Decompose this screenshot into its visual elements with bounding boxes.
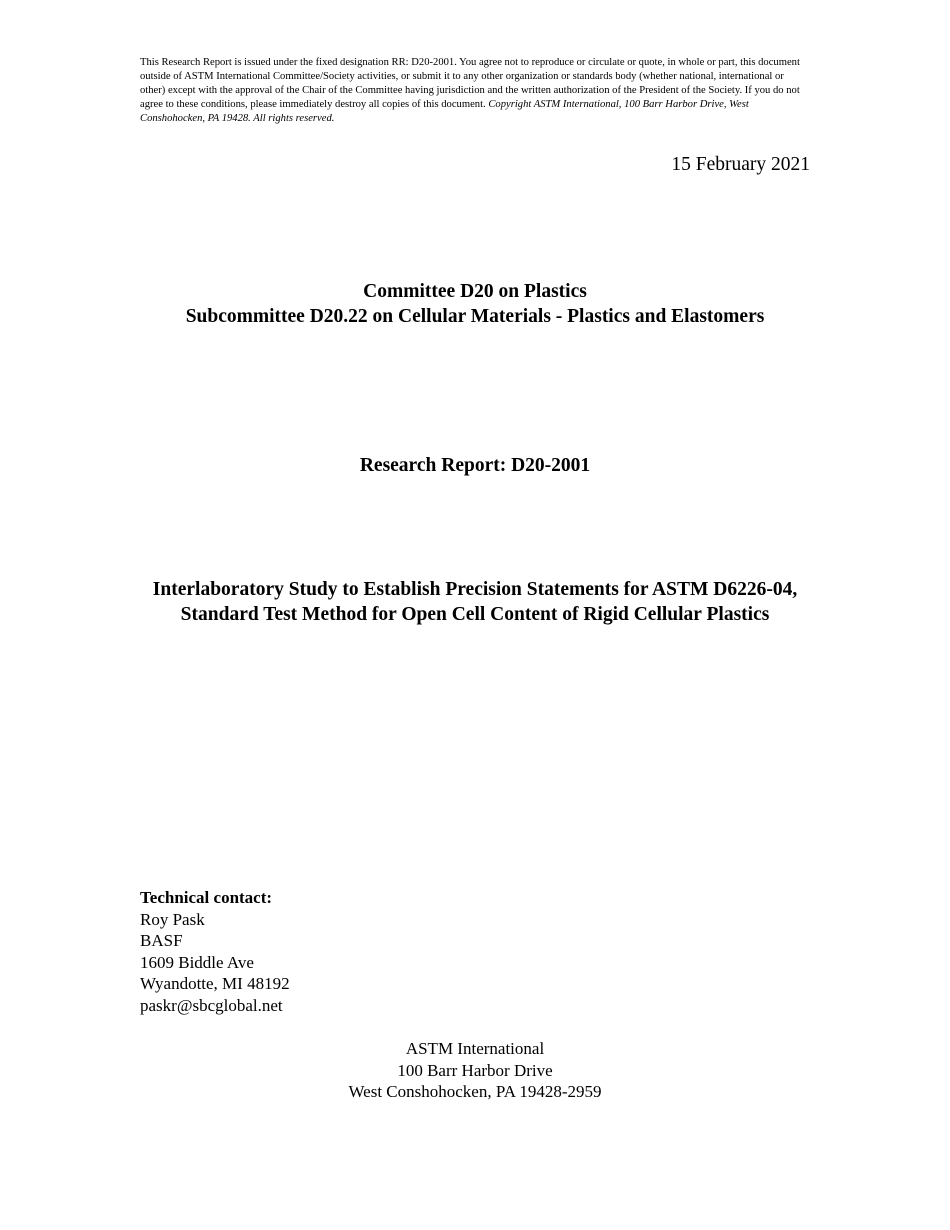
contact-street: 1609 Biddle Ave [140,952,254,972]
subcommittee-name: Subcommittee D20.22 on Cellular Materials - Plastics and Elastomers [185,306,765,327]
astm-street: 100 Barr Harbor Drive [397,1060,553,1080]
committee-heading [0,279,950,329]
technical-contact-block [140,887,290,1016]
contact-email: paskr@sbcglobal.net [140,995,283,1015]
contact-name: Roy Pask [140,909,205,929]
distribution-notice [140,56,810,126]
astm-address-block [0,1038,950,1103]
contact-company: BASF [140,931,183,950]
copyright-notice: Copyright ASTM International, 100 Barr Harbor Drive, West Conshohocken, PA 19428. All rights reserved. [140,99,749,124]
technical-contact-label: Technical contact: [140,888,273,907]
report-id: Research Report: D20-2001 [359,455,591,476]
notice-text: This Research Report is issued under the fixed designation RR: D20-2001. You agree not to reproduce or circulate or quote, in whole or part, this document outside of ASTM International Committee/Society activities, or submit it to any other organization or standards body (whether national, international or other) except with the approval of the Chair of the Committee having jurisdiction and the written authorization of the President of the Society. If you do not agree to these conditions, please immediately destroy all copies of this document. [140,57,800,110]
astm-name: ASTM International [405,1039,545,1058]
report-date: 15 February 2021 [671,154,810,175]
committee-name: Committee D20 on Plastics [363,281,587,302]
astm-city: West Conshohocken, PA 19428-2959 [348,1082,602,1101]
contact-city: Wyandotte, MI 48192 [140,974,290,993]
study-title: Interlaboratory Study to Establish Precision Statements for ASTM D6226-04, Standard Test Method for Open Cell Content of Rigid Cellular Plastics [152,579,798,625]
